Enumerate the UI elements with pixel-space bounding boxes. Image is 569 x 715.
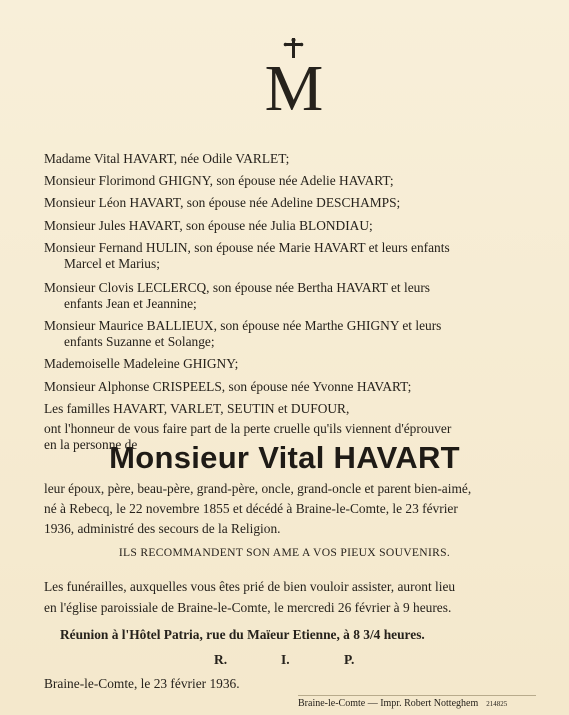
recommendation-text: ILS RECOMMANDENT SON AME A VOS PIEUX SOUVENIRS. bbox=[118, 546, 451, 559]
bio-line: 1936, administré des secours de la Religion. bbox=[44, 521, 281, 536]
family-line: Monsieur Maurice BALLIEUX, son épouse née Marthe GHIGNY et leurs bbox=[44, 318, 442, 333]
family-line: Monsieur Florimond GHIGNY, son épouse née Adelie HAVART; bbox=[44, 173, 394, 188]
printer-code: 214825 bbox=[486, 700, 508, 708]
family-line: Mademoiselle Madeleine GHIGNY; bbox=[44, 356, 239, 371]
rip-r: R. bbox=[214, 652, 228, 667]
family-line: enfants Jean et Jeannine; bbox=[64, 296, 197, 311]
bio-line: leur époux, père, beau-père, grand-père, oncle, grand-oncle et parent bien-aimé, bbox=[44, 481, 472, 496]
funeral-line: en l'église paroissiale de Braine-le-Comte, le mercredi 26 février à 9 heures. bbox=[44, 600, 452, 615]
family-line: Les familles HAVART, VARLET, SEUTIN et DUFOUR, bbox=[44, 401, 350, 416]
family-line: Monsieur Léon HAVART, son épouse née Adeline DESCHAMPS; bbox=[44, 195, 401, 210]
rip-i: I. bbox=[281, 652, 290, 667]
rip-p: P. bbox=[344, 652, 355, 667]
family-line: en la personne de bbox=[44, 437, 138, 452]
family-line: Monsieur Clovis LECLERCQ, son épouse née Bertha HAVART et leurs bbox=[44, 280, 431, 295]
place-date: Braine-le-Comte, le 23 février 1936. bbox=[44, 676, 240, 691]
family-line: Monsieur Jules HAVART, son épouse née Julia BLONDIAU; bbox=[44, 218, 373, 233]
funeral-line: Les funérailles, auxquelles vous êtes prié de bien vouloir assister, auront lieu bbox=[44, 579, 456, 594]
family-line: Marcel et Marius; bbox=[64, 256, 160, 271]
family-line: Madame Vital HAVART, née Odile VARLET; bbox=[44, 151, 290, 166]
family-line: Monsieur Alphonse CRISPEELS, son épouse née Yvonne HAVART; bbox=[44, 379, 412, 394]
deceased-name: Monsieur Vital HAVART bbox=[109, 440, 460, 475]
family-line: enfants Suzanne et Solange; bbox=[64, 334, 215, 349]
family-line: Monsieur Fernand HULIN, son épouse née Marie HAVART et leurs enfants bbox=[44, 240, 450, 255]
monogram-letter: M bbox=[264, 52, 324, 116]
meeting-text: Réunion à l'Hôtel Patria, rue du Maïeur Etienne, à 8 3/4 heures. bbox=[60, 627, 425, 642]
printer-credit bbox=[298, 695, 536, 709]
printer-text: Braine-le-Comte — Impr. Robert Notteghem bbox=[298, 698, 479, 709]
family-line: ont l'honneur de vous faire part de la perte cruelle qu'ils viennent d'éprouver bbox=[44, 421, 452, 436]
marian-monogram-icon bbox=[254, 38, 334, 116]
bio-line: né à Rebecq, le 22 novembre 1855 et décédé à Braine-le-Comte, le 23 février bbox=[44, 501, 458, 516]
